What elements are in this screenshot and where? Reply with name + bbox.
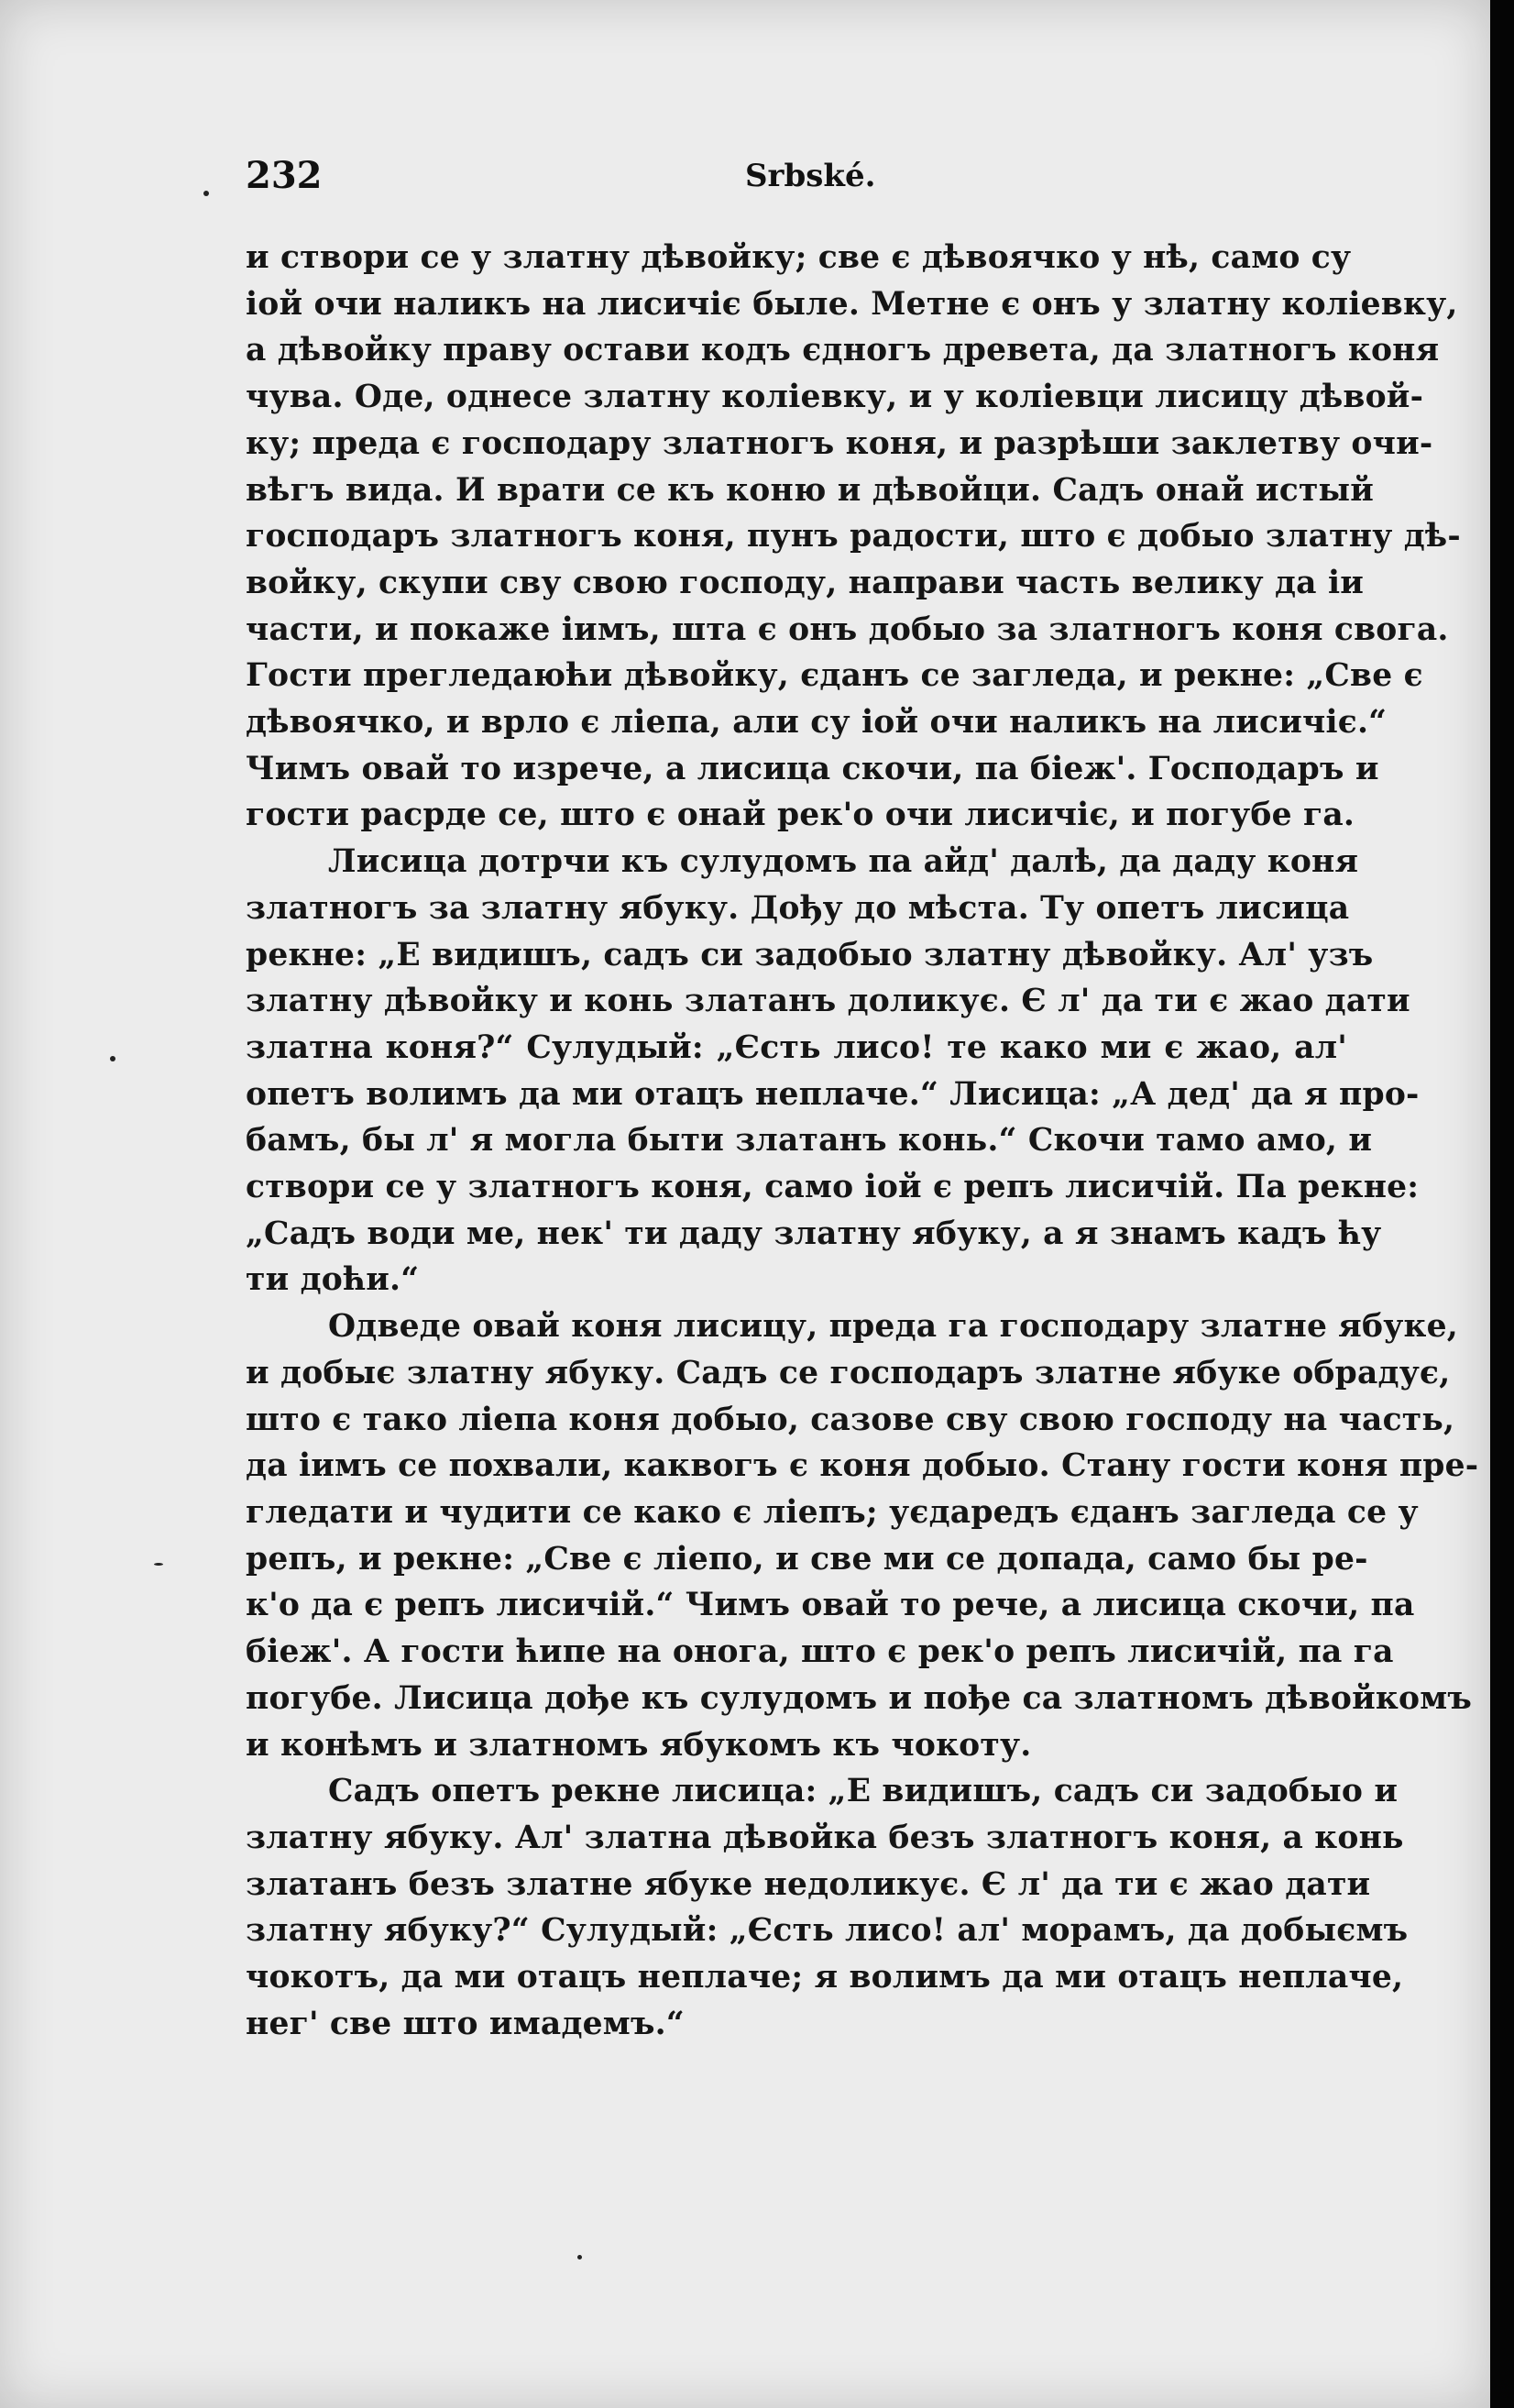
text-line: и створи се у златну дѣвойку; све є дѣвоячко у нѣ, само су <box>246 239 1352 276</box>
text-line: рекне: „Е видишъ, садъ си задобыо златну дѣвойку. Ал' узъ <box>246 936 1374 973</box>
text-line: ку; преда є господару златногъ коня, и разрѣши заклетву очи- <box>246 424 1433 462</box>
text-line: репъ, и рекне: „Све є ліепо, и све ми се допада, само бы ре- <box>246 1540 1368 1578</box>
text-line: и добыє златну ябуку. Садъ се господаръ златне ябуке обрадує, <box>246 1354 1451 1391</box>
scan-edge <box>1490 0 1514 2408</box>
text-line: и конѣмъ и златномъ ябукомъ къ чокоту. <box>246 1726 1032 1764</box>
text-line: нег' све што имадемъ.“ <box>246 2005 685 2042</box>
text-line: што є тако ліепа коня добыо, сазове сву свою господу на часть, <box>246 1401 1455 1438</box>
text-line: к'о да є репъ лисичій.“ Чимъ овай то рече, а лисица скочи, па <box>246 1587 1415 1624</box>
text-line: чокотъ, да ми отацъ неплаче; я волимъ да ми отацъ неплаче, <box>246 1959 1404 1996</box>
text-line: части, и покаже іимъ, шта є онъ добыо за златногъ коня свога. <box>246 610 1449 648</box>
text-line: створи се у златногъ коня, само іой є репъ лисичій. Па рекне: <box>246 1169 1420 1206</box>
text-line: гледати и чудити се како є ліепъ; уєдаредъ єданъ загледа се у <box>246 1493 1419 1531</box>
page-number: 232 <box>246 154 323 197</box>
text-line: господаръ златногъ коня, пунъ радости, што є добыо златну дѣ- <box>246 518 1461 555</box>
text-line: Гости прегледаюћи дѣвойку, єданъ се загледа, и рекне: „Све є <box>246 657 1423 695</box>
text-line: златна коня?“ Сулудый: „Єсть лисо! те како ми є жао, ал' <box>246 1028 1347 1066</box>
scan-speck <box>203 191 209 196</box>
scan-speck <box>577 2255 582 2260</box>
text-line: златну ябуку. Ал' златна дѣвойка безъ златногъ коня, а конь <box>246 1819 1404 1856</box>
text-line: опетъ волимъ да ми отацъ неплаче.“ Лисица: „А дед' да я про- <box>246 1075 1420 1113</box>
text-line: іой очи наликъ на лисичіє быле. Метне є онъ у златну коліевку, <box>246 285 1458 323</box>
text-line: Садъ опетъ рекне лисица: „Е видишъ, садъ си задобыо и <box>328 1773 1399 1810</box>
text-line: златанъ безъ златне ябуке недоликує. Є л' да ти є жао дати <box>246 1865 1371 1903</box>
text-line: ти доћи.“ <box>246 1261 420 1299</box>
text-line: а дѣвойку праву остави кодъ єдногъ древета, да златногъ коня <box>246 332 1440 369</box>
text-line: „Садъ води ме, нек' ти даду златну ябуку, а я знамъ кадъ ћу <box>246 1215 1382 1252</box>
text-line: чува. Оде, однесе златну коліевку, и у коліевци лисицу дѣвой- <box>246 379 1424 416</box>
text-line: златну ябуку?“ Сулудый: „Єсть лисо! ал' морамъ, да добыємъ <box>246 1912 1409 1950</box>
text-line: гости расрде се, што є онай рек'о очи лисичіє, и погубе га. <box>246 797 1355 834</box>
paragraph-4 <box>246 1768 1409 2047</box>
text-line: погубе. Лисица дође къ сулудомъ и пође са златномъ дѣвойкомъ <box>246 1679 1473 1717</box>
running-head: Srbské. <box>745 158 876 194</box>
text-line: златну дѣвойку и конь златанъ доликує. Є л' да ти є жао дати <box>246 983 1410 1020</box>
text-line: дѣвоячко, и врло є ліепа, али су іой очи наликъ на лисичіє.“ <box>246 704 1388 742</box>
scan-speck <box>110 1056 115 1061</box>
scan-speck <box>154 1563 163 1566</box>
paragraph-3 <box>246 1303 1479 1768</box>
page-header <box>246 154 1347 200</box>
text-line: вѣгъ вида. И врати се къ коню и дѣвойци. Садъ онай истый <box>246 471 1375 509</box>
text-line: да іимъ се похвали, каквогъ є коня добыо. Стану гости коня пре- <box>246 1447 1479 1485</box>
text-line: войку, скупи сву свою господу, направи часть велику да іи <box>246 564 1365 601</box>
body-text <box>246 235 1479 2047</box>
paragraph-1 <box>246 235 1461 839</box>
text-line: Одведе овай коня лисицу, преда га господару златне ябуке, <box>328 1308 1458 1346</box>
paragraph-2 <box>246 839 1420 1303</box>
text-line: біеж'. А гости ћипе на онога, што є рек'о репъ лисичій, па га <box>246 1633 1394 1671</box>
text-line: Чимъ овай то изрече, а лисица скочи, па біеж'. Господаръ и <box>246 750 1379 787</box>
text-line: златногъ за златну ябуку. Дођу до мѣста. Ту опетъ лисица <box>246 889 1350 927</box>
text-line: бамъ, бы л' я могла быти златанъ конь.“ Скочи тамо амо, и <box>246 1122 1373 1160</box>
text-line: Лисица дотрчи къ сулудомъ па айд' далѣ, да даду коня <box>328 843 1359 881</box>
